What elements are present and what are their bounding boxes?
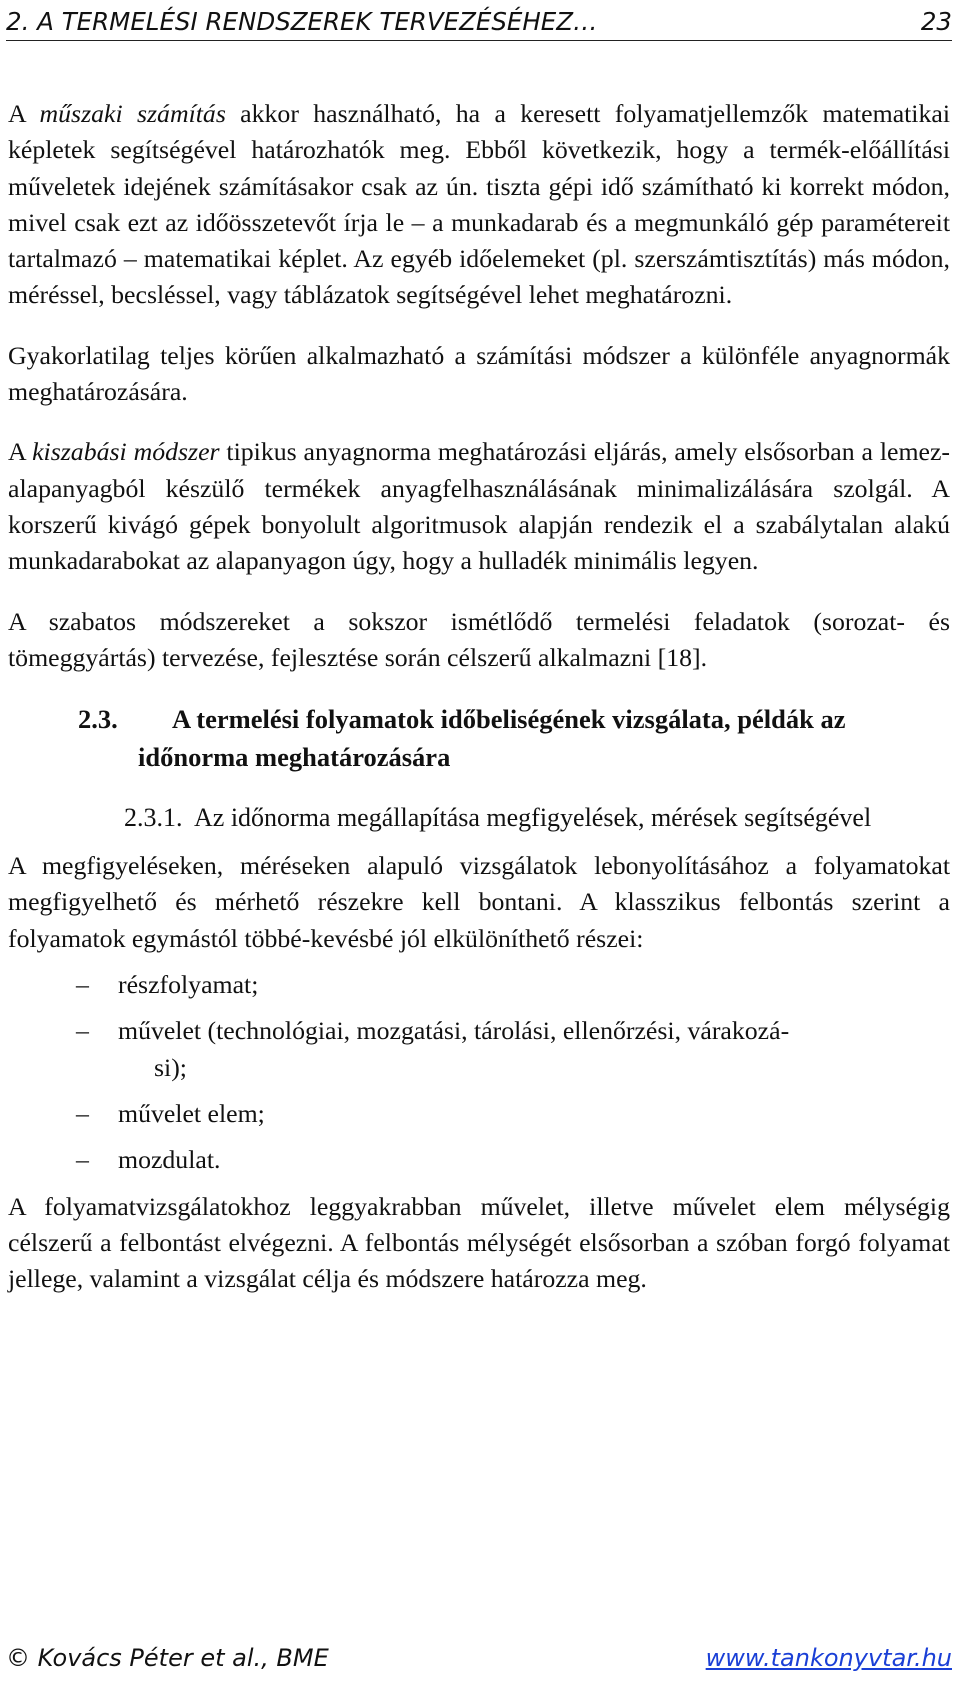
copyright-text: © Kovács Péter et al., BME bbox=[6, 1644, 329, 1672]
list-item-text: művelet (technológiai, mozgatási, tárolási, ellenőrzési, várakozá- bbox=[118, 1016, 790, 1046]
section-number: 2.3. bbox=[78, 704, 118, 735]
emphasis-term: műszaki számítás bbox=[39, 99, 226, 128]
list-item bbox=[8, 1013, 950, 1086]
emphasis-term: kiszabási módszer bbox=[32, 437, 220, 467]
dash-bullet: – bbox=[76, 1098, 89, 1128]
subsection-number: 2.3.1. bbox=[124, 803, 183, 833]
dash-bullet: – bbox=[76, 1016, 89, 1046]
list-item-text: részfolyamat; bbox=[118, 970, 259, 1000]
list-item bbox=[8, 1096, 950, 1132]
paragraph-folyamatvizsgalatok: A folyamatvizsgálatokhoz leggyakrabban művelet, illetve művelet elem mélységig célszerű a felbontást elvégezni. A felbontás mélységét elsősorban a szóban forgó folyamat jellege, valamint a vizsgálat célja és módszere határozza meg. bbox=[8, 1191, 950, 1294]
chapter-title: 2. A TERMELÉSI RENDSZEREK TERVEZÉSÉHEZ… bbox=[6, 7, 598, 36]
list-item-continuation: si); bbox=[154, 1052, 187, 1082]
section-heading bbox=[8, 700, 950, 776]
page-number: 23 bbox=[920, 7, 952, 36]
paragraph-muszaki-szamitas bbox=[8, 96, 950, 314]
paragraph-lead: A bbox=[8, 99, 40, 128]
paragraph-text: akkor használható, ha a keresett folyamatjellemzők matematikai képletek segítségével határozhatók meg. Ebből következik, hogy a termék-előállítási műveletek idejének számításakor csak az ún. tiszta gépi idő számítható ki korrekt módon, mivel csak ezt az időösszetevőt írja le – a munkadarab és a megmunkáló gép paramétereit tartalmazó – matematikai képlet. Az egyéb időelemeket (pl. szerszámtisztítás) más módon, méréssel, becsléssel, vagy táblázatok segítségével lehet meghatározni. bbox=[8, 99, 950, 310]
dash-bullet: – bbox=[76, 970, 89, 1000]
paragraph-megfigyelesek: A megfigyeléseken, méréseken alapuló vizsgálatok lebonyolításához a folyamatokat megfigyelhető és mérhető részekre kell bontani. A klasszikus felbontás szerint a folyamatok egymástól többé-kevésbé jól elkülöníthető részei: bbox=[8, 851, 950, 953]
list-item-text: művelet elem; bbox=[118, 1098, 265, 1128]
subsection-title: Az időnorma megállapítása megfigyelések, mérések segítségével bbox=[194, 803, 872, 833]
paragraph-anyagnormak: Gyakorlatilag teljes körűen alkalmazható a számítási módszer a különféle anyagnormák meghatározására. bbox=[8, 340, 950, 407]
website-link[interactable]: www.tankonyvtar.hu bbox=[705, 1644, 952, 1672]
paragraph-kiszabasi-modszer bbox=[8, 434, 950, 579]
process-parts-list bbox=[8, 967, 950, 1178]
page-footer bbox=[6, 1640, 952, 1676]
dash-bullet: – bbox=[76, 1145, 89, 1175]
paragraph-text: tipikus anyagnorma meghatározási eljárás, amely elsősorban a lemez-alapanyagból készülő termékek anyagfelhasználásának minimalizálására szolgál. A korszerű kivágó gépek bonyolult algoritmusok alapján rendezik el a szabálytalan alakú munkadarabokat az alapanyagon úgy, hogy a hulladék minimális legyen. bbox=[8, 437, 950, 576]
paragraph-lead: A bbox=[8, 437, 33, 467]
section-title: A termelési folyamatok időbeliségének vizsgálata, példák az időnorma meghatározására bbox=[138, 704, 846, 773]
page-header bbox=[6, 4, 952, 41]
page-body bbox=[8, 96, 950, 1297]
paragraph-szabatos-modszerek: A szabatos módszereket a sokszor ismétlődő termelési feladatok (sorozat- és tömeggyártás) tervezése, fejlesztése során célszerű alkalmazni [18]. bbox=[8, 606, 950, 672]
subsection-heading bbox=[8, 800, 950, 836]
list-item-text: mozdulat. bbox=[118, 1145, 221, 1175]
list-item bbox=[8, 967, 950, 1003]
list-item bbox=[8, 1142, 950, 1178]
